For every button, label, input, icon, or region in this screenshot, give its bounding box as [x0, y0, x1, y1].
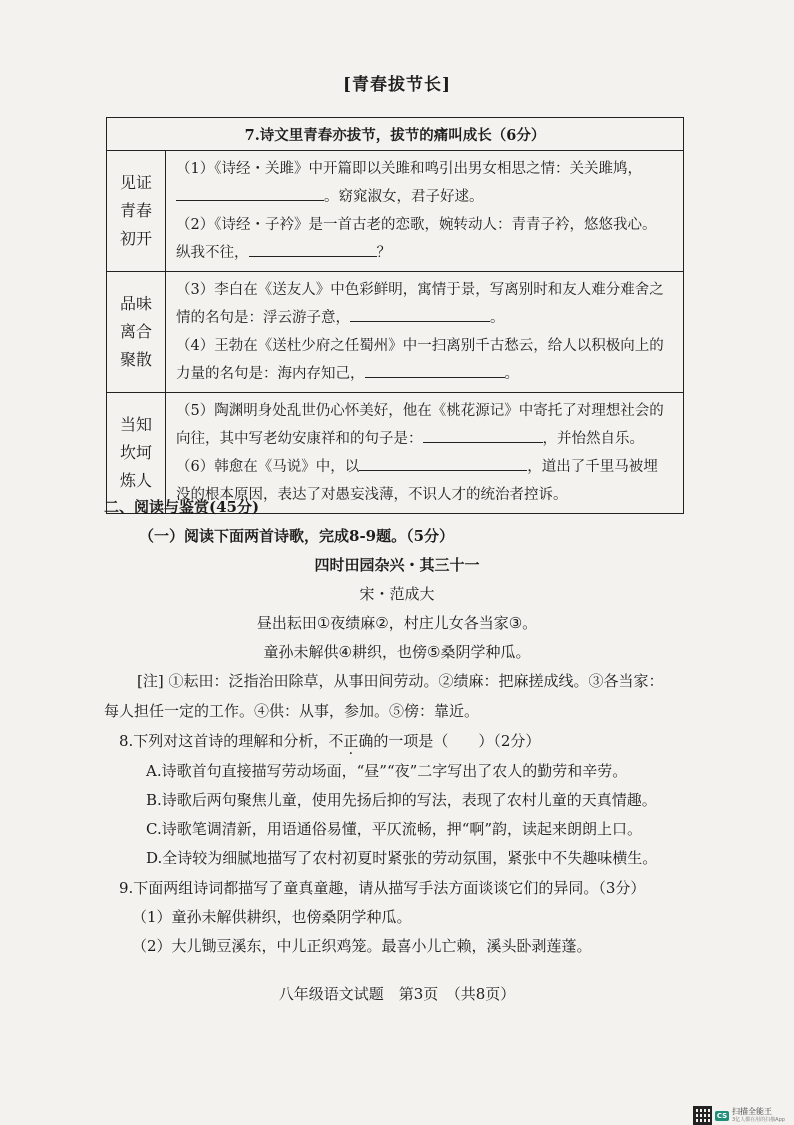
- poem-author: 宋・范成大: [359, 585, 435, 603]
- question-7-table: [106, 117, 684, 514]
- answer-blank[interactable]: [365, 363, 505, 378]
- question-9-item-1: （1）童孙未解供耕织，也傍桑阴学种瓜。: [132, 908, 412, 926]
- poem-line-1: 昼出耘田①夜绩麻②，村庄儿女各当家③。: [256, 614, 538, 632]
- poem-notes: [注] ①耘田：泛指治田除草，从事田间劳动。②绩麻：把麻搓成线。③各当家：: [137, 672, 664, 690]
- poem-line-2: 童孙未解供④耕织，也傍⑤桑阴学种瓜。: [263, 643, 531, 661]
- scanner-watermark: [693, 1106, 788, 1125]
- q7-item-2: （2）《诗经・子衿》是一首古老的恋歌，婉转动人：青青子衿，悠悠我心。: [176, 217, 657, 233]
- question-cell: （5）陶渊明身处乱世仍心怀美好，他在《桃花源记》中寄托了对理想社会的 向往，其中写老幼安康祥和的句子是： ，并怡然自乐。 （6）韩愈在《马说》中，以 ，道出了千里马被埋 没的根本原因，表达了对愚妄浅薄，不识人才的统治者控诉。: [166, 393, 684, 514]
- option-d[interactable]: D.全诗较为细腻地描写了农村初夏时紧张的劳动氛围，紧张中不失趣味横生。: [146, 849, 658, 867]
- question-8-stem: 8.下列对这首诗的理解和分析，不正确的一项是（ ）（2分）: [119, 732, 541, 750]
- subsection-1-heading: （一）阅读下面两首诗歌，完成8-9题。（5分）: [139, 527, 455, 545]
- question-9-item-2: （2）大儿锄豆溪东，中儿正织鸡笼。最喜小儿亡赖，溪头卧剥莲蓬。: [132, 937, 592, 955]
- watermark-label: 扫描全能王: [732, 1106, 772, 1116]
- poem-notes-continued: 每人担任一定的工作。④供：从事，参加。⑤傍：靠近。: [104, 702, 480, 720]
- table-row: [107, 272, 684, 393]
- question-cell: （3）李白在《送友人》中色彩鲜明，寓情于景，写离别时和友人难分难舍之 情的名句是：浮云游子意， 。 （4）王勃在《送杜少府之任蜀州》中一扫离别千古愁云，给人以积极向上的 力量的名句是：海内存知己， 。: [166, 272, 684, 393]
- section-title: [青春拔节长]: [342, 75, 452, 95]
- camscanner-logo-icon: CS: [716, 1111, 728, 1120]
- option-c[interactable]: C.诗歌笔调清新，用语通俗易懂，平仄流畅，押“啊”韵，读起来朗朗上口。: [146, 820, 643, 838]
- question-7-header: 7.诗文里青春亦拔节，拔节的痛叫成长（6分）: [107, 118, 684, 151]
- watermark-sublabel: 3亿人都在用的扫描App: [732, 1116, 785, 1123]
- answer-blank[interactable]: [249, 242, 377, 257]
- q7-item-5: （5）陶渊明身处乱世仍心怀美好，他在《桃花源记》中寄托了对理想社会的: [176, 403, 664, 419]
- category-cell: 见证 青春 初开: [107, 151, 166, 272]
- category-cell: 品味 离合 聚散: [107, 272, 166, 393]
- poem-title: 四时田园杂兴・其三十一: [314, 556, 480, 574]
- answer-blank[interactable]: [350, 307, 490, 322]
- q7-item-1: （1）《诗经・关雎》中开篇即以关雎和鸣引出男女相思之情：关关雎鸠，: [176, 161, 642, 177]
- q7-item-3: （3）李白在《送友人》中色彩鲜明，寓情于景，写离别时和友人难分难舍之: [176, 282, 664, 298]
- option-b[interactable]: B.诗歌后两句聚焦儿童，使用先扬后抑的写法，表现了农村儿童的天真情趣。: [146, 791, 657, 809]
- part-2-heading: 二、阅读与鉴赏(45分): [104, 498, 260, 516]
- answer-blank[interactable]: [423, 428, 543, 443]
- qr-code-icon: [693, 1106, 712, 1125]
- option-a[interactable]: A.诗歌首句直接描写劳动场面，“昼”“夜”二字写出了农人的勤劳和辛劳。: [146, 762, 628, 780]
- answer-blank[interactable]: [176, 186, 324, 201]
- question-cell: （1）《诗经・关雎》中开篇即以关雎和鸣引出男女相思之情：关关雎鸠， 。窈窕淑女，君子好逑。 （2）《诗经・子衿》是一首古老的恋歌，婉转动人：青青子衿，悠悠我心。 纵我不往， ？: [166, 151, 684, 272]
- q7-item-4: （4）王勃在《送杜少府之任蜀州》中一扫离别千古愁云，给人以积极向上的: [176, 338, 664, 354]
- category-cell: 当知 坎坷 炼人: [107, 393, 166, 514]
- page-footer: 八年级语文试题 第3页 （共8页）: [278, 985, 516, 1003]
- question-9-stem: 9.下面两组诗词都描写了童真童趣，请从描写手法方面谈谈它们的异同。（3分）: [119, 879, 646, 897]
- emphasis-text: 不正确: [328, 732, 374, 750]
- q7-item-6: （6）韩愈在《马说》中，以 ，道出了千里马被埋: [176, 453, 673, 481]
- table-row: [107, 151, 684, 272]
- answer-blank[interactable]: [359, 456, 527, 471]
